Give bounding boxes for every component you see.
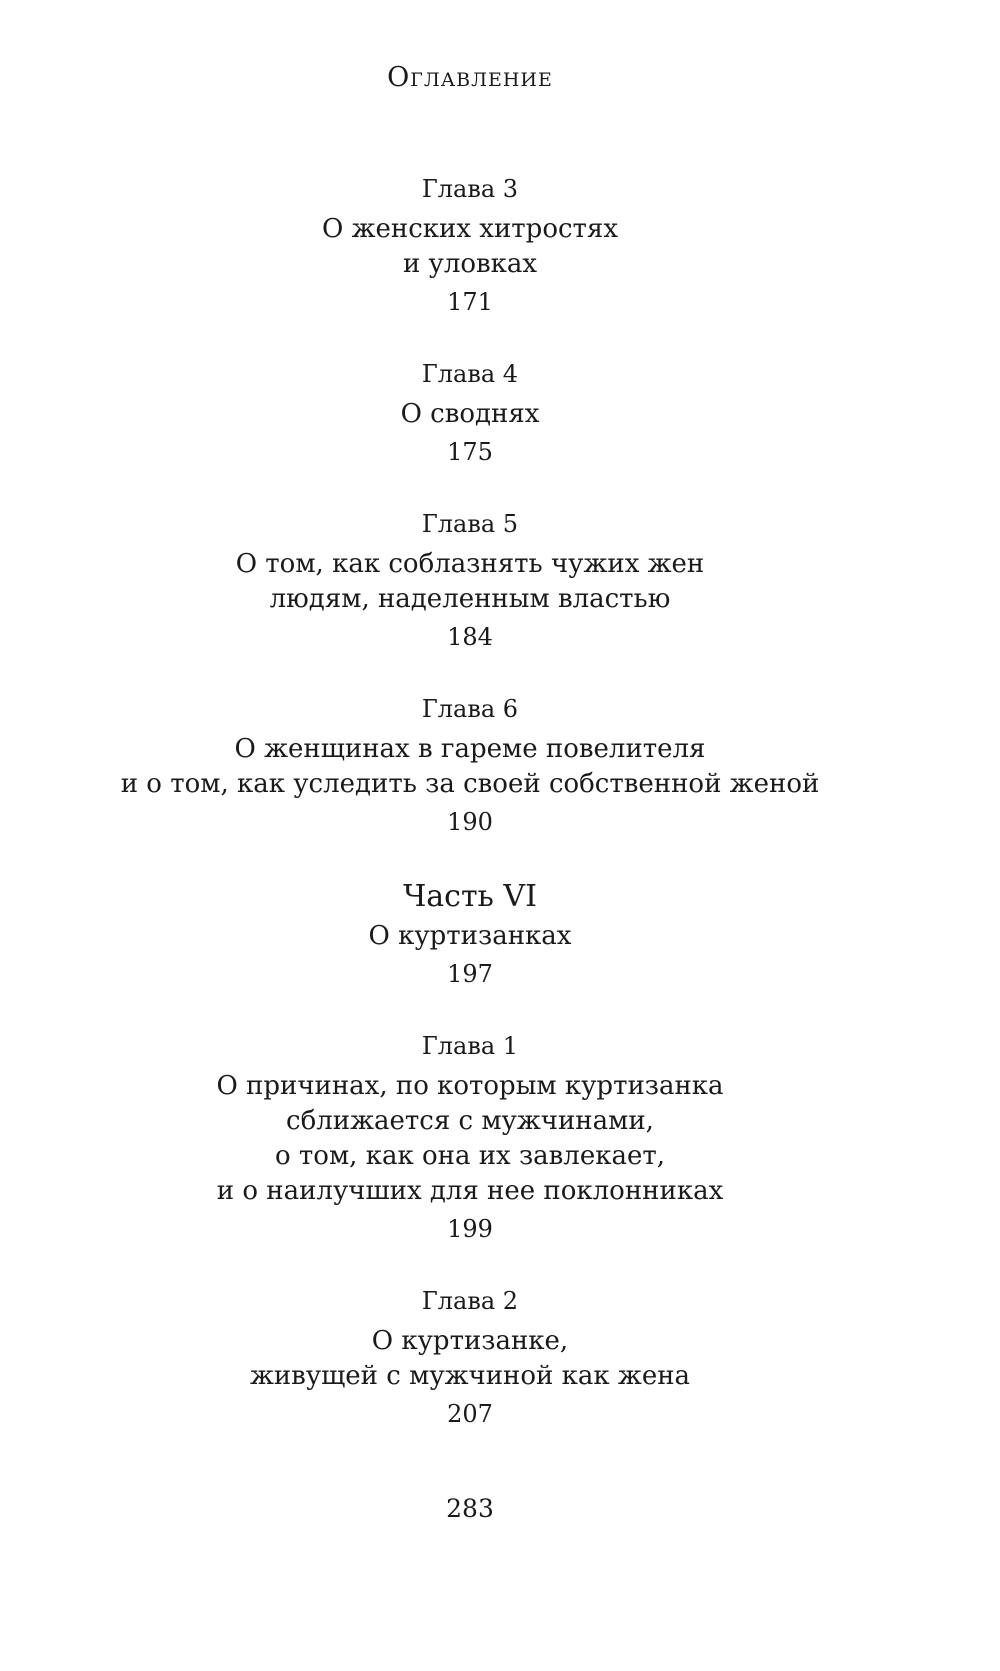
page-number: 197: [447, 960, 493, 988]
folio-page-number: 283: [446, 1494, 494, 1523]
page-number: 207: [447, 1400, 493, 1428]
title-line: О женских хитростях: [322, 214, 618, 244]
title-line: О куртизанке,: [371, 1326, 569, 1356]
toc-entry-chapter-4: [0, 357, 940, 469]
chapter-label: Глава 4: [421, 360, 519, 388]
part-title: [0, 919, 940, 954]
toc-entry-chapter-1: [0, 1029, 940, 1246]
chapter-label: Глава 5: [421, 510, 519, 538]
title-line: О том, как соблазнять чужих жен: [235, 549, 705, 579]
page-number: 175: [447, 438, 493, 466]
chapter-label: Глава 3: [421, 175, 519, 203]
chapter-title: [0, 732, 940, 802]
title-line: и уловках: [402, 249, 538, 279]
toc-entry-chapter-5: [0, 507, 940, 654]
page-number: 171: [447, 288, 493, 316]
title-line: живущей с мужчиной как жена: [249, 1361, 691, 1391]
page-number: 190: [447, 808, 493, 836]
toc-entry-part-6: [0, 877, 940, 991]
toc-entry-chapter-2: [0, 1284, 940, 1431]
running-head: Оглавление: [387, 62, 553, 93]
chapter-title: [0, 547, 940, 617]
page-number: 184: [447, 623, 493, 651]
chapter-title: [0, 397, 940, 432]
title-line: сближается с мужчинами,: [286, 1106, 654, 1136]
chapter-label: Глава 2: [421, 1287, 519, 1315]
chapter-label: Глава 6: [421, 695, 519, 723]
page-number: 199: [447, 1215, 493, 1243]
title-line: людям, наделенным властью: [269, 584, 671, 614]
title-line: О причинах, по которым куртизанка: [216, 1071, 724, 1101]
toc-entry-chapter-3: [0, 172, 940, 319]
title-line: и о том, как уследить за своей собственной женой: [120, 769, 820, 799]
title-line: о том, как она их завлекает,: [275, 1141, 665, 1171]
part-label: Часть VI: [403, 879, 537, 914]
title-line: О куртизанках: [368, 921, 572, 951]
title-line: и о наилучших для нее поклонниках: [216, 1176, 724, 1206]
chapter-title: [0, 1324, 940, 1394]
chapter-label: Глава 1: [421, 1032, 519, 1060]
toc-entry-chapter-6: [0, 692, 940, 839]
chapter-title: [0, 1069, 940, 1209]
table-of-contents: [0, 172, 940, 1469]
chapter-title: [0, 212, 940, 282]
title-line: О женщинах в гареме повелителя: [234, 734, 706, 764]
title-line: О своднях: [400, 399, 540, 429]
